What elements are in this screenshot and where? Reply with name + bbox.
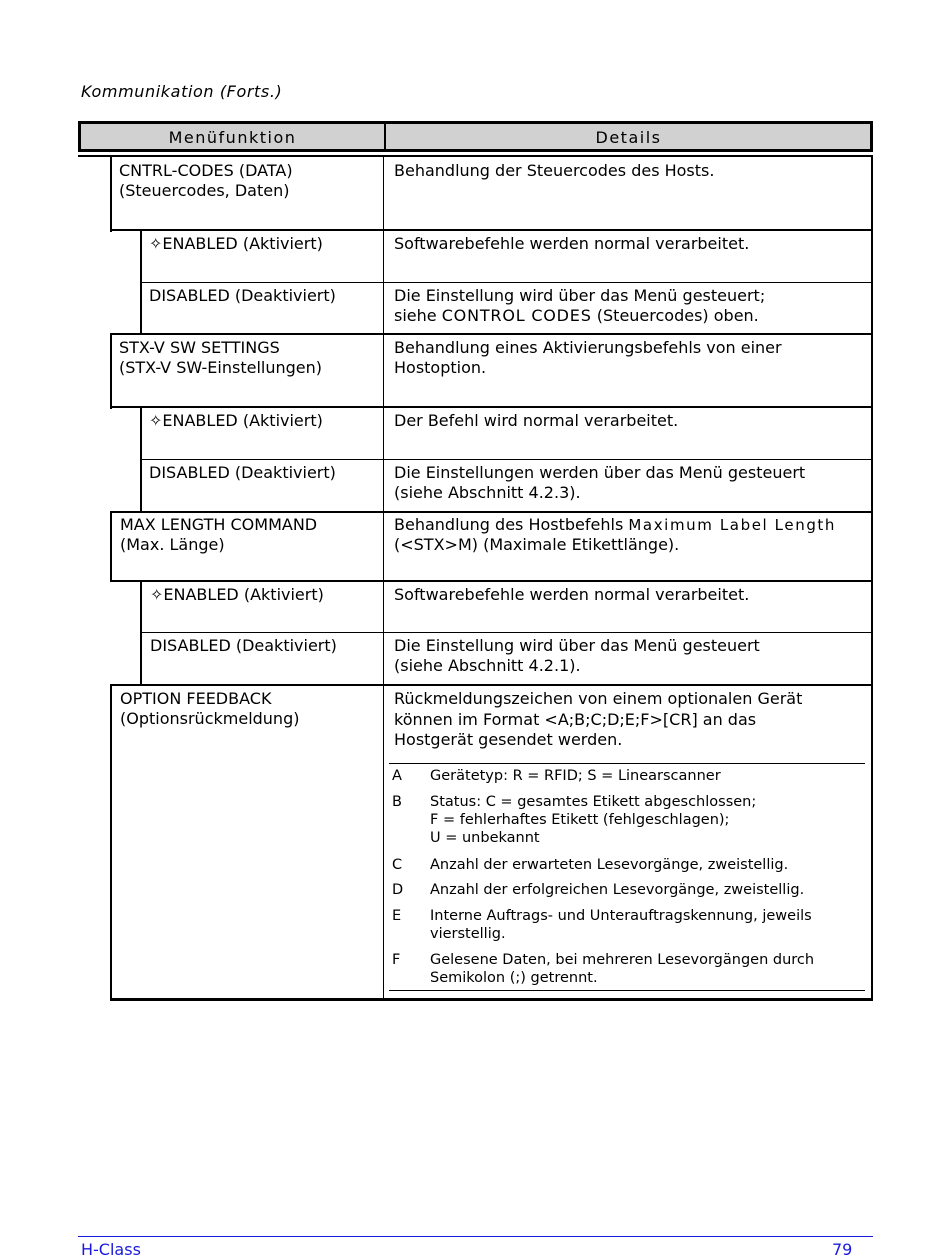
option-disabled: DISABLED (Deaktiviert)	[150, 636, 337, 655]
details-text: Hostoption.	[394, 358, 487, 377]
legend-key: E	[392, 908, 402, 924]
column-header-menu: Menüfunktion	[168, 128, 297, 147]
footer-page-number: 79	[832, 1240, 853, 1259]
legend-key: D	[392, 882, 404, 898]
details-text-part: Behandlung des Hostbefehls	[394, 515, 629, 534]
details-text: Behandlung der Steuercodes des Hosts.	[394, 161, 715, 180]
footer-rule	[78, 1236, 873, 1237]
details-text: können im Format <A;B;C;D;E;F>[CR] an das	[394, 709, 757, 729]
menu-item-sublabel: (STX-V SW-Einstellungen)	[119, 358, 323, 377]
header-separator	[78, 155, 873, 157]
option-enabled: ✧ENABLED (Aktiviert)	[150, 585, 324, 604]
header-divider	[384, 124, 386, 149]
details-enabled: Softwarebefehle werden normal verarbeitet.	[394, 585, 750, 604]
legend-key: A	[392, 768, 402, 784]
legend-text	[430, 907, 860, 943]
legend-line: Gelesene Daten, bei mehreren Lesevorgängen durch	[430, 952, 815, 968]
legend-line: vierstellig.	[430, 926, 506, 942]
legend-line: Anzahl der erwarteten Lesevorgänge, zweistellig.	[430, 857, 789, 873]
table-header	[78, 121, 873, 152]
cross-reference: Maximum Label Length	[628, 516, 837, 534]
legend-key: C	[392, 857, 403, 873]
legend-text	[430, 881, 860, 899]
option-disabled: DISABLED (Deaktiviert)	[149, 463, 336, 482]
cross-reference: CONTROL CODES	[441, 306, 592, 325]
details-disabled	[394, 286, 864, 326]
menu-item-label: OPTION FEEDBACK	[120, 689, 272, 708]
legend-bottom-rule	[389, 990, 865, 991]
legend-line: Interne Auftrags- und Unterauftragskennung, jeweils	[430, 908, 812, 924]
details-text: (siehe Abschnitt 4.2.3).	[394, 483, 581, 502]
legend-line: Anzahl der erfolgreichen Lesevorgänge, zweistellig.	[430, 882, 805, 898]
legend-top-rule	[389, 763, 865, 764]
legend-text	[430, 767, 860, 785]
menu-item-label: STX-V SW SETTINGS	[119, 338, 280, 357]
details-disabled	[394, 636, 864, 676]
option-disabled: DISABLED (Deaktiviert)	[149, 286, 336, 305]
legend-line: Semikolon (;) getrennt.	[430, 970, 598, 986]
column-header-details: Details	[595, 128, 662, 147]
details-option-feedback	[394, 689, 864, 751]
details-disabled	[394, 463, 864, 503]
details-text-part: siehe	[394, 306, 442, 325]
option-enabled: ✧ENABLED (Aktiviert)	[149, 234, 323, 253]
menu-item-sublabel: (Steuercodes, Daten)	[119, 181, 290, 200]
menu-item-label: CNTRL-CODES (DATA)	[119, 161, 293, 180]
option-enabled: ✧ENABLED (Aktiviert)	[149, 411, 323, 430]
legend-key: B	[392, 794, 402, 810]
details-enabled: Der Befehl wird normal verarbeitet.	[394, 411, 679, 430]
legend-line: F = fehlerhaftes Etikett (fehlgeschlagen);	[430, 812, 730, 828]
details-text: Die Einstellung wird über das Menü gesteuert;	[394, 286, 766, 305]
legend-key: F	[392, 952, 401, 968]
details-text: (<STX>M) (Maximale Etikettlänge).	[394, 535, 680, 554]
details-text: Die Einstellung wird über das Menü gesteuert	[394, 636, 760, 655]
legend-text	[430, 951, 860, 987]
menu-item-cntrl-codes	[119, 161, 379, 201]
menu-item-sublabel: (Optionsrückmeldung)	[120, 709, 300, 728]
menu-item-option-feedback	[120, 689, 380, 729]
details-text: Rückmeldungszeichen von einem optionalen Gerät	[394, 689, 803, 708]
legend-line: Gerätetyp: R = RFID; S = Linearscanner	[430, 768, 721, 784]
details-text: Die Einstellungen werden über das Menü gesteuert	[394, 463, 806, 482]
legend-text	[430, 856, 860, 874]
legend-line: Status: C = gesamtes Etikett abgeschlossen;	[430, 794, 757, 810]
details-stx-v-settings	[394, 338, 864, 378]
legend-line: U = unbekannt	[430, 830, 540, 846]
menu-item-stx-v-settings	[119, 338, 379, 378]
legend-text	[430, 793, 860, 847]
section-heading: Kommunikation (Forts.)	[81, 82, 283, 101]
details-text	[394, 306, 864, 326]
footer-product-name: H-Class	[81, 1240, 141, 1259]
details-text: (siehe Abschnitt 4.2.1).	[394, 656, 581, 675]
menu-item-sublabel: (Max. Länge)	[120, 535, 225, 554]
details-cntrl-codes	[394, 161, 864, 181]
details-text	[394, 515, 869, 535]
details-text-part: (Steuercodes) oben.	[591, 306, 759, 325]
details-text: Behandlung eines Aktivierungsbefehls von einer	[394, 338, 782, 357]
menu-item-max-length-command	[120, 515, 380, 555]
details-max-length-command	[394, 515, 869, 555]
menu-item-label: MAX LENGTH COMMAND	[120, 515, 318, 534]
details-enabled: Softwarebefehle werden normal verarbeitet.	[394, 234, 750, 253]
details-text: Hostgerät gesendet werden.	[394, 730, 623, 749]
